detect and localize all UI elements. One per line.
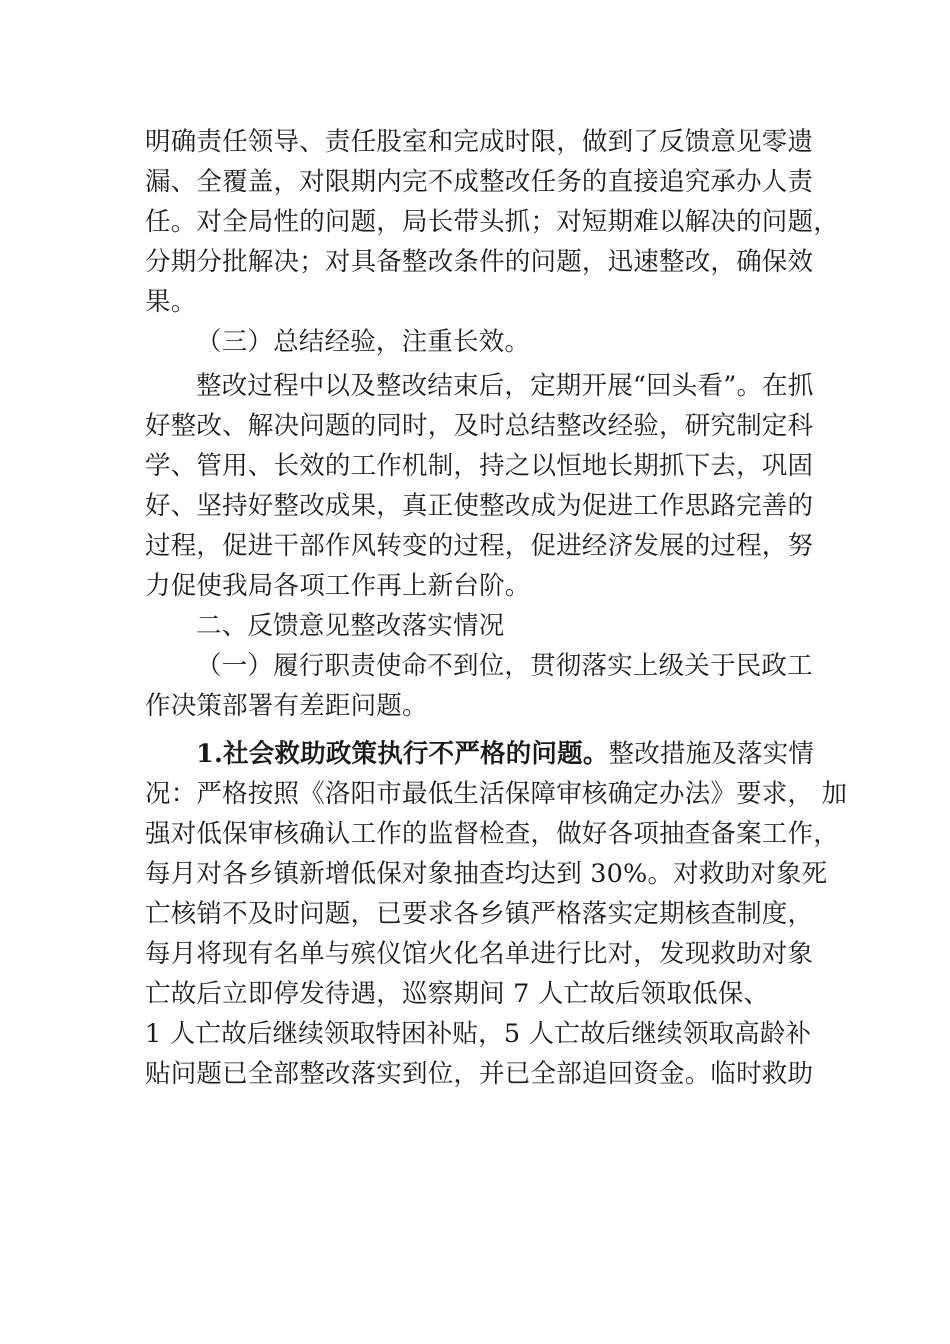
text-line-17: 况：严格按照《洛阳市最低生活保障审核确定办法》要求， 加 bbox=[145, 779, 848, 809]
text-line-22: 亡故后立即停发待遇，巡察期间 7 人亡故后领取低保、 bbox=[145, 979, 770, 1009]
text-line-2: 漏、全覆盖，对限期内完不成整改任务的直接追究承办人责 bbox=[145, 167, 814, 197]
text-line-7: 整改过程中以及整改结束后，定期开展“回头看”。在抓 bbox=[196, 371, 814, 401]
text-line-10: 好、坚持好整改成果，真正使整改成为促进工作思路完善的 bbox=[145, 491, 814, 521]
text-line-3: 任。对全局性的问题，局长带头抓；对短期难以解决的问题， bbox=[145, 207, 839, 237]
text-line-5: 果。 bbox=[145, 287, 197, 317]
text-line-18: 强对低保审核确认工作的监督检查，做好各项抽查备案工作， bbox=[145, 819, 839, 849]
text-line-23: 1 人亡故后继续领取特困补贴，5 人亡故后继续领取高龄补 bbox=[145, 1019, 812, 1049]
section-heading-2: 二、反馈意见整改落实情况 bbox=[196, 611, 505, 641]
text-line-1: 明确责任领导、责任股室和完成时限，做到了反馈意见零遗 bbox=[145, 127, 814, 157]
text-line-24: 贴问题已全部整改落实到位，并已全部追回资金。临时救助 bbox=[145, 1059, 814, 1089]
text-line-20: 亡核销不及时问题，已要求各乡镇严格落实定期核查制度， bbox=[145, 899, 814, 929]
text-line-21: 每月将现有名单与殡仪馆火化名单进行比对，发现救助对象 bbox=[145, 939, 814, 969]
bold-heading: 1.社会救助政策执行不严格的问题。 bbox=[196, 739, 609, 769]
subsection-heading-1: （一）履行职责使命不到位，贯彻落实上级关于民政工 bbox=[196, 651, 813, 681]
text-line-16-rest: 整改措施及落实情 bbox=[608, 739, 815, 769]
text-line-15: 作决策部署有差距问题。 bbox=[145, 691, 428, 721]
text-line-19: 每月对各乡镇新增低保对象抽查均达到 30%。对救助对象死 bbox=[145, 859, 828, 889]
text-line-12: 力促使我局各项工作再上新台阶。 bbox=[145, 571, 531, 601]
text-line-9: 学、管用、长效的工作机制，持之以恒地长期抓下去，巩固 bbox=[145, 451, 814, 481]
text-line-8: 好整改、解决问题的同时，及时总结整改经验，研究制定科 bbox=[145, 411, 814, 441]
text-line-16 bbox=[196, 736, 876, 772]
section-heading-3: （三）总结经验，注重长效。 bbox=[196, 327, 531, 357]
text-line-11: 过程，促进干部作风转变的过程，促进经济发展的过程，努 bbox=[145, 531, 814, 561]
text-line-4: 分期分批解决；对具备整改条件的问题，迅速整改，确保效 bbox=[145, 247, 814, 277]
